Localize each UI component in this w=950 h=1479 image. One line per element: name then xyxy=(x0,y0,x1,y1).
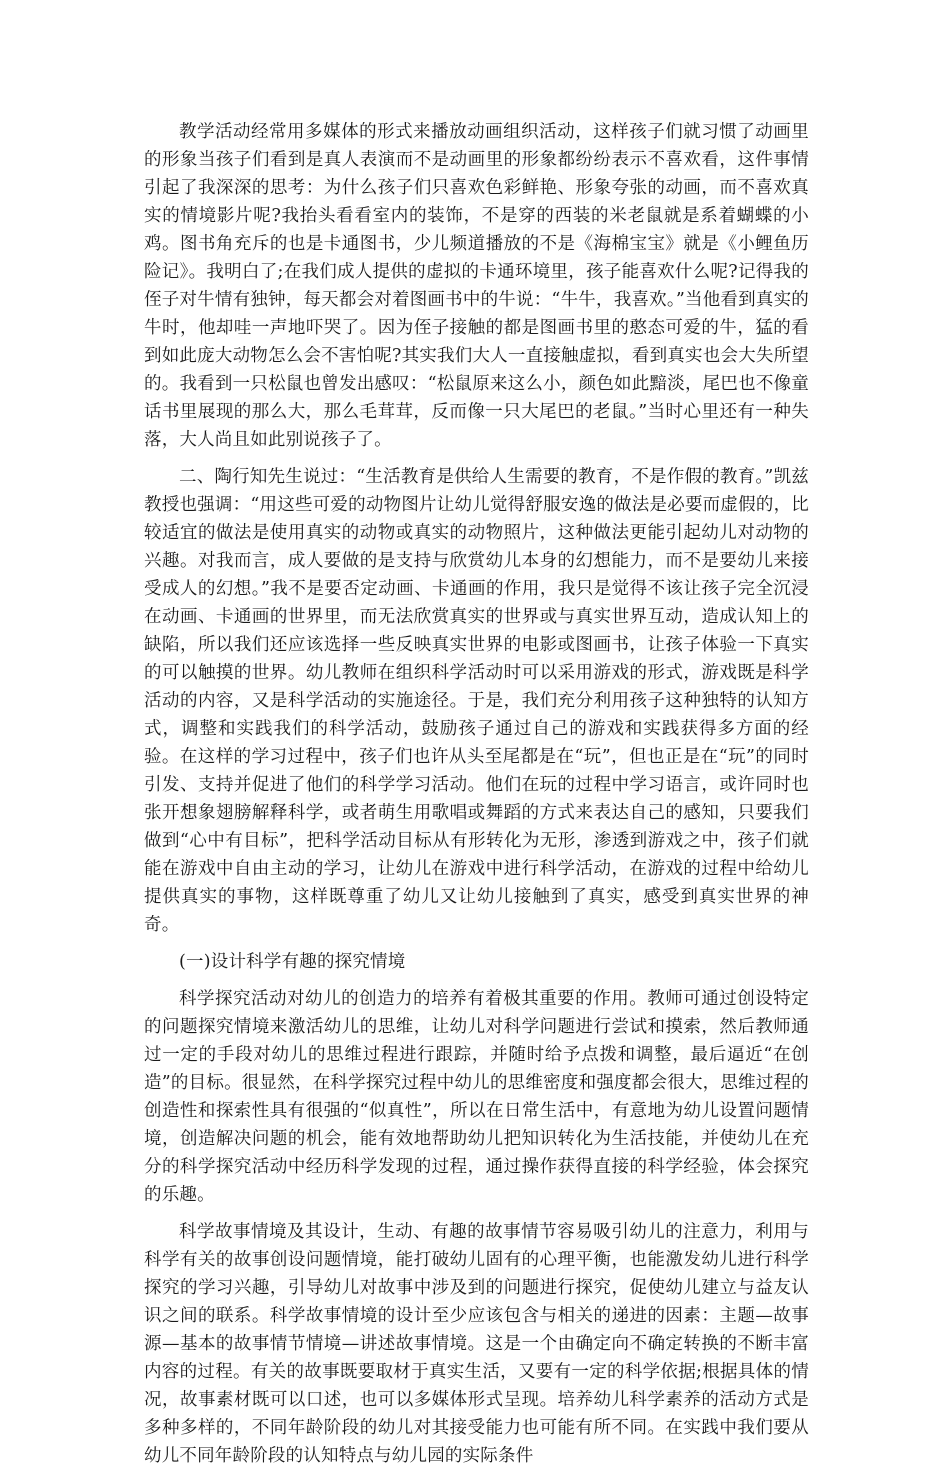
paragraph-section-two: 二、陶行知先生说过：“生活教育是供给人生需要的教育，不是作假的教育。”凯兹教授也强调：“用这些可爱的动物图片让幼儿觉得舒服安逸的做法是必要而虚假的，比较适宜的做法是使用真实的动物或真实的动物照片，这种做法更能引起幼儿对动物的兴趣。对我而言，成人要做的是支持与欣赏幼儿本身的幻想能力，而不是要幼儿来接受成人的幻想。”我不是要否定动画、卡通画的作用，我只是觉得不该让孩子完全沉浸在动画、卡通画的世界里，而无法欣赏真实的世界或与真实世界互动，造成认知上的缺陷，所以我们还应该选择一些反映真实世界的电影或图画书，让孩子体验一下真实的可以触摸的世界。幼儿教师在组织科学活动时可以采用游戏的形式，游戏既是科学活动的内容，又是科学活动的实施途径。于是，我们充分利用孩子这种独特的认知方式，调整和实践我们的科学活动，鼓励孩子通过自己的游戏和实践获得多方面的经验。在这样的学习过程中，孩子们也许从头至尾都是在“玩”，但也正是在“玩”的同时引发、支持并促进了他们的科学学习活动。他们在玩的过程中学习语言，或许同时也张开想象翅膀解释科学，或者萌生用歌唱或舞蹈的方式来表达自己的感知，只要我们做到“心中有目标”，把科学活动目标从有形转化为无形，渗透到游戏之中，孩子们就能在游戏中自由主动的学习，让幼儿在游戏中进行科学活动，在游戏的过程中给幼儿提供真实的事物，这样既尊重了幼儿又让幼儿接触到了真实，感受到真实世界的神奇。 xyxy=(144,467,809,935)
paragraph-story-situation: 科学故事情境及其设计，生动、有趣的故事情节容易吸引幼儿的注意力，利用与科学有关的故事创设问题情境，能打破幼儿固有的心理平衡，也能激发幼儿进行科学探究的学习兴趣，引导幼儿对故事中涉及到的问题进行探究，促使幼儿建立与益友认识之间的联系。科学故事情境的设计至少应该包含与相关的递进的因素：主题—故事源—基本的故事情节情境—讲述故事情境。这是一个由确定向不确定转换的不断丰富内容的过程。有关的故事既要取材于真实生活，又要有一定的科学依据;根据具体的情况，故事素材既可以口述，也可以多媒体形式呈现。培养幼儿科学素养的活动方式是多种多样的，不同年龄阶段的幼儿对其接受能力也可能有所不同。在实践中我们要从幼儿不同年龄阶段的认知特点与幼儿园的实际条件 xyxy=(144,1222,809,1466)
paragraph-intro: 教学活动经常用多媒体的形式来播放动画组织活动，这样孩子们就习惯了动画里的形象当孩子们看到是真人表演而不是动画里的形象都纷纷表示不喜欢看，这件事情引起了我深深的思考：为什么孩子们只喜欢色彩鲜艳、形象夸张的动画，而不喜欢真实的情境影片呢?我抬头看看室内的装饰，不是穿的西装的米老鼠就是系着蝴蝶的小鸡。图书角充斥的也是卡通图书，少儿频道播放的不是《海棉宝宝》就是《小鲤鱼历险记》。我明白了;在我们成人提供的虚拟的卡通环境里，孩子能喜欢什么呢?记得我的侄子对牛情有独钟，每天都会对着图画书中的牛说：“牛牛，我喜欢。”当他看到真实的牛时，他却哇一声地吓哭了。因为侄子接触的都是图画书里的憨态可爱的牛，猛的看到如此庞大动物怎么会不害怕呢?其实我们大人一直接触虚拟，看到真实也会大失所望的。我看到一只松鼠也曾发出感叹：“松鼠原来这么小，颜色如此黯淡，尾巴也不像童话书里展现的那么大，那么毛茸茸，反而像一只大尾巴的老鼠。”当时心里还有一种失落，大人尚且如此别说孩子了。 xyxy=(144,122,809,450)
paragraph-inquiry: 科学探究活动对幼儿的创造力的培养有着极其重要的作用。教师可通过创设特定的问题探究情境来激活幼儿的思维，让幼儿对科学问题进行尝试和摸索，然后教师通过一定的手段对幼儿的思维过程进行跟踪，并随时给予点拨和调整，最后逼近“在创造”的目标。很显然，在科学探究过程中幼儿的思维密度和强度都会很大，思维过程的创造性和探索性具有很强的“似真性”，所以在日常生活中，有意地为幼儿设置问题情境，创造解决问题的机会，能有效地帮助幼儿把知识转化为生活技能，并使幼儿在充分的科学探究活动中经历科学发现的过程，通过操作获得直接的科学经验，体会探究的乐趣。 xyxy=(144,989,809,1205)
subsection-heading: (一)设计科学有趣的探究情境 xyxy=(179,952,406,972)
document-page xyxy=(144,118,809,1479)
